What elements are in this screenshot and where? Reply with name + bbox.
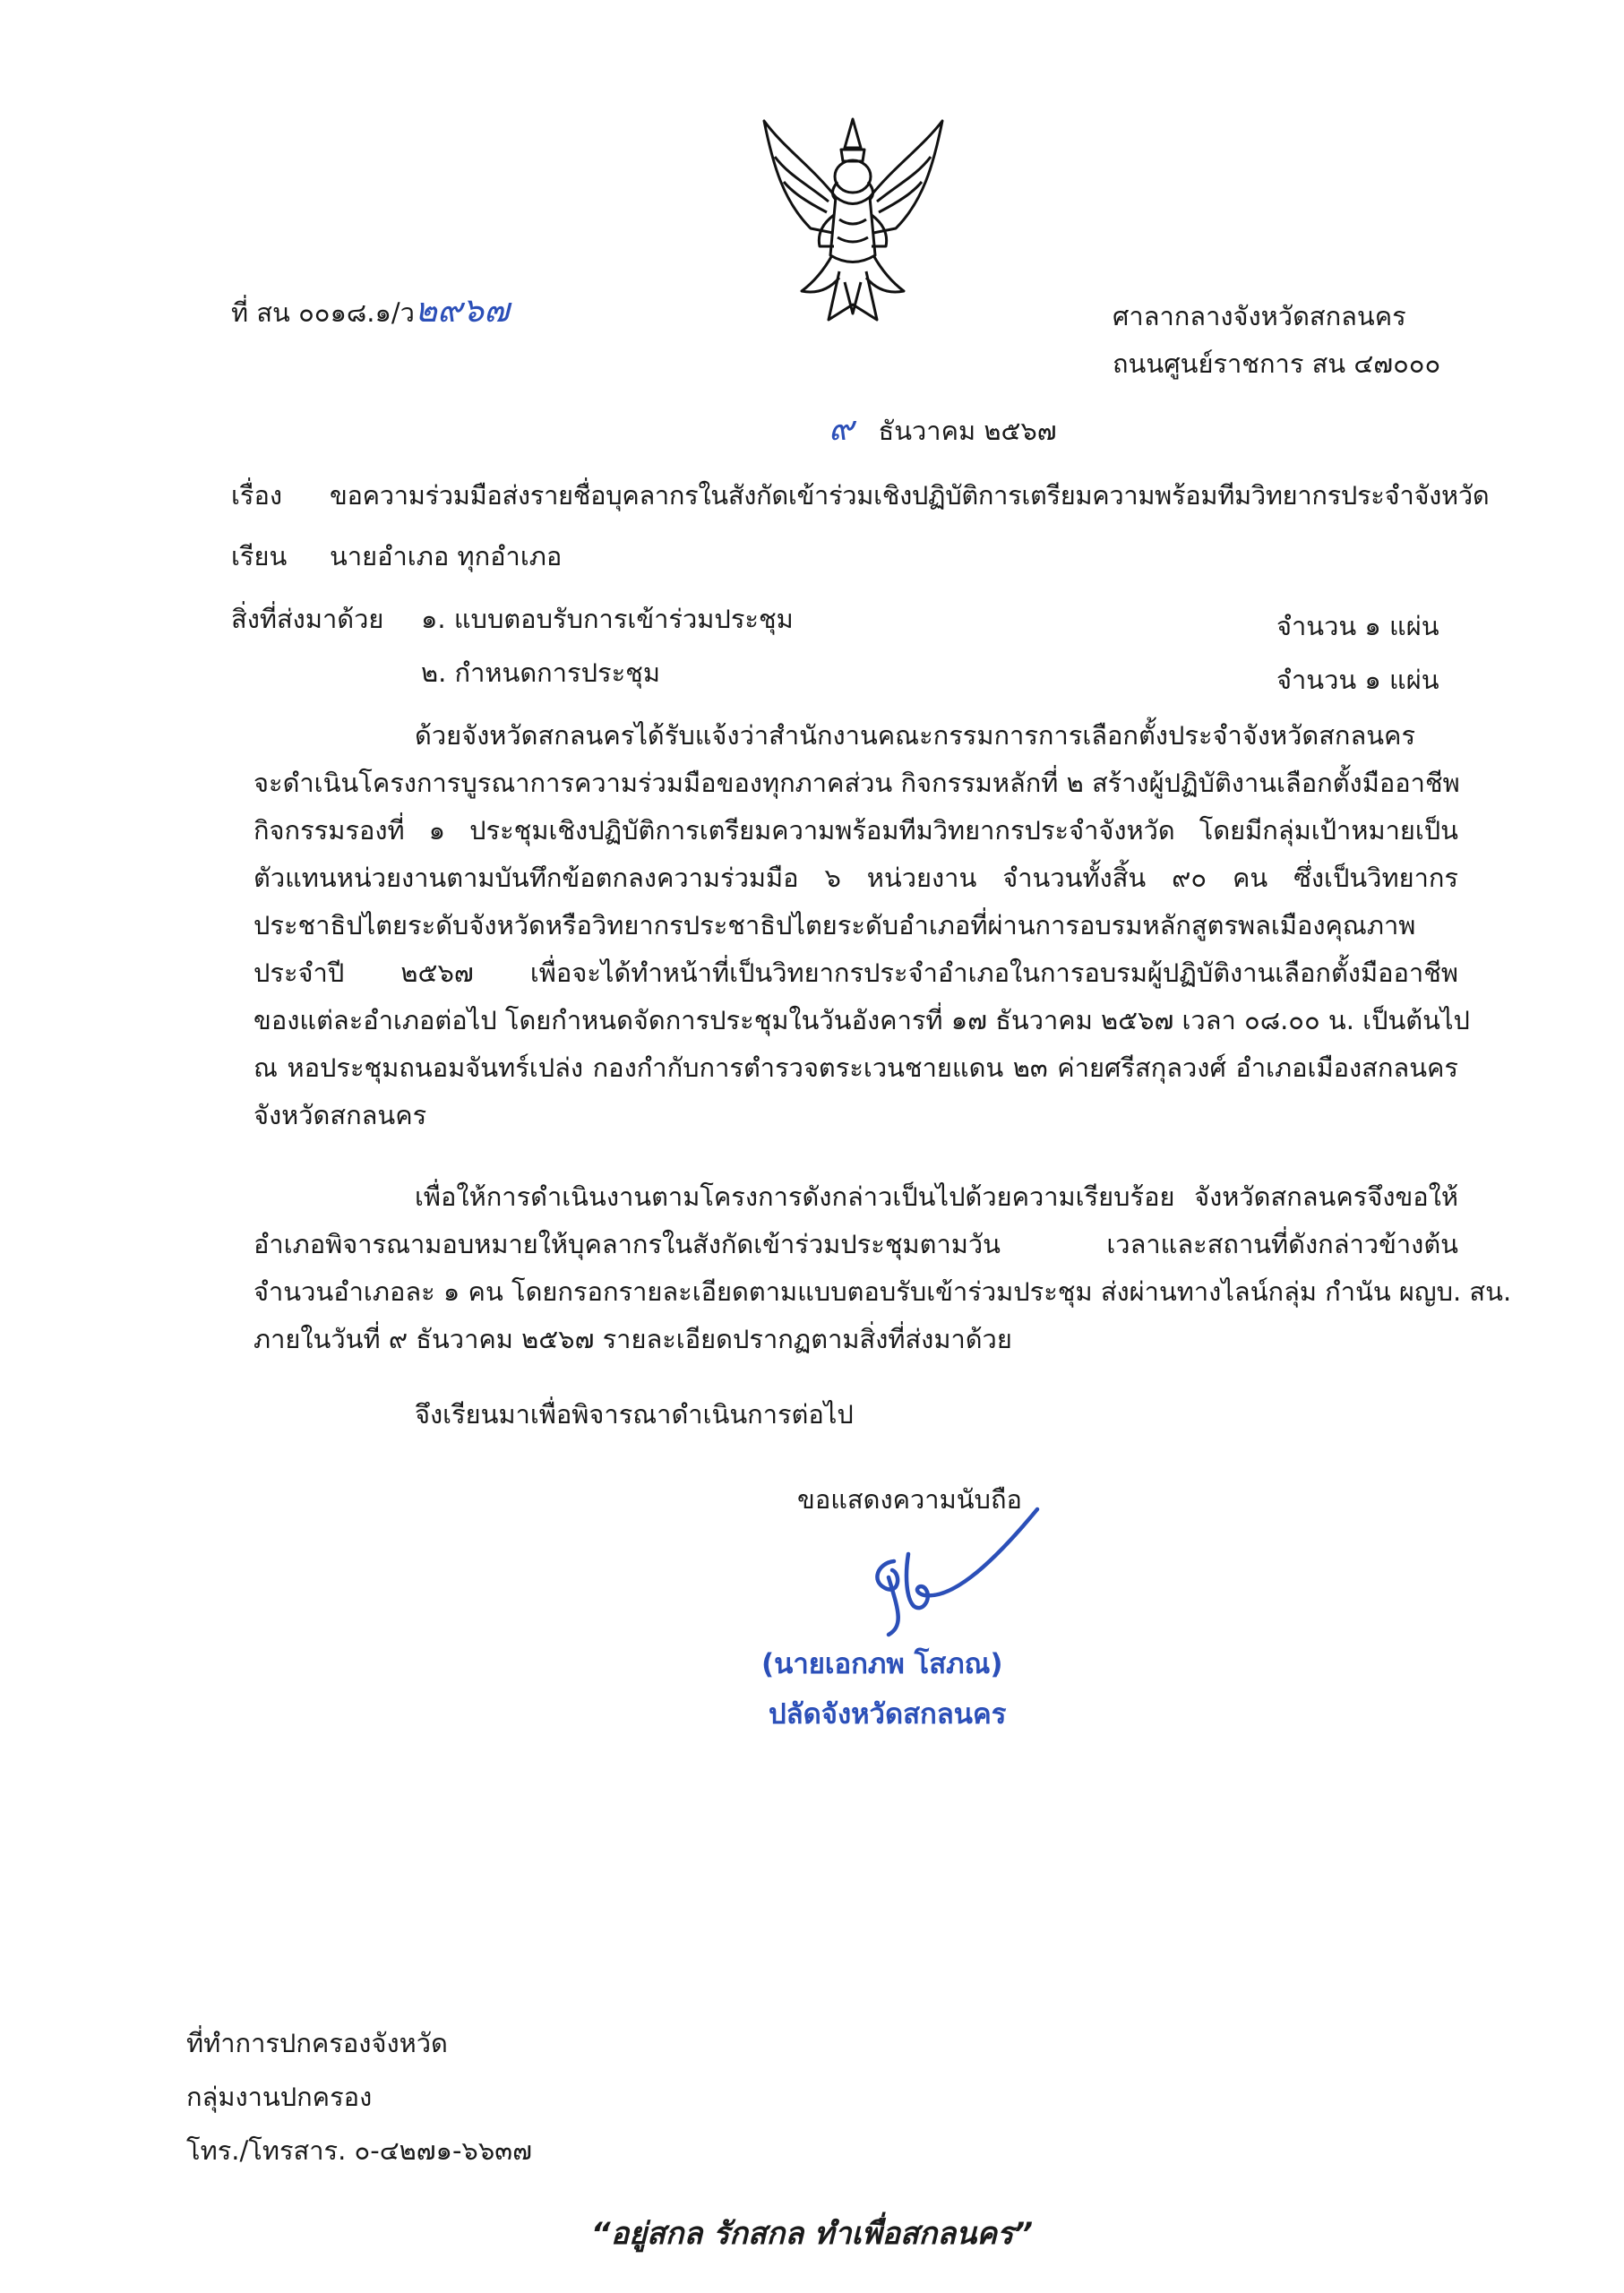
- subject-text: ขอความร่วมมือส่งรายชื่อบุคลากรในสังกัดเข้าร่วมเชิงปฏิบัติการเตรียมความพร้อมทีมวิทยากรประจำจังหวัด: [330, 480, 1490, 511]
- salutation: ขอแสดงความนับถือ: [797, 1484, 1022, 1515]
- body-paragraph-2: [253, 1173, 1512, 1363]
- motto: “อยู่สกล รักสกล ทำเพื่อสกลนคร”: [590, 2216, 1034, 2252]
- footer-phone: โทร./โทรสาร. ๐-๔๒๗๑-๖๖๓๗: [186, 2135, 532, 2166]
- enclosure-count-1: จำนวน ๑ แผ่น: [1276, 611, 1439, 641]
- para1-line: กิจกรรมรองที่ ๑ ประชุมเชิงปฏิบัติการเตรียมความพร้อมทีมวิทยากรประจำจังหวัด โดยมีกลุ่มเป้าหมายเป็น: [253, 815, 1458, 846]
- para1-line: จะดำเนินโครงการบูรณาการความร่วมมือของทุกภาคส่วน กิจกรรมหลักที่ ๒ สร้างผู้ปฏิบัติงานเลือกตั้งมืออาชีพ: [253, 768, 1460, 798]
- reference-prefix: ที่ สน ๐๐๑๘.๑/ว: [231, 297, 415, 328]
- enclosure-count-2: จำนวน ๑ แผ่น: [1276, 665, 1439, 695]
- letter-date: [829, 405, 1057, 455]
- para2-line: ภายในวันที่ ๙ ธันวาคม ๒๕๖๗ รายละเอียดปรากฏตามสิ่งที่ส่งมาด้วย: [253, 1324, 1012, 1354]
- handwritten-signature: [842, 1491, 1048, 1644]
- closing-request: จึงเรียนมาเพื่อพิจารณาดำเนินการต่อไป: [415, 1399, 854, 1430]
- para1-line: จังหวัดสกลนคร: [253, 1100, 427, 1130]
- garuda-emblem: [757, 112, 949, 327]
- para2-line: เพื่อให้การดำเนินงานตามโครงการดังกล่าวเป็นไปด้วยความเรียบร้อย จังหวัดสกลนครจึงขอให้: [415, 1181, 1458, 1212]
- para2-line: อำเภอพิจารณามอบหมายให้บุคลากรในสังกัดเข้าร่วมประชุมตามวัน เวลาและสถานที่ดังกล่าวข้างต้น: [253, 1229, 1458, 1259]
- body-paragraph-1: [253, 712, 1470, 1139]
- footer-department-line2: กลุ่มงานปกครอง: [186, 2082, 373, 2112]
- enclosures-label: สิ่งที่ส่งมาด้วย: [231, 604, 384, 634]
- office-address-line1: ศาลากลางจังหวัดสกลนคร: [1113, 301, 1406, 331]
- recipient-label: เรียน: [231, 541, 288, 571]
- para2-line: จำนวนอำเภอละ ๑ คน โดยกรอกรายละเอียดตามแบบตอบรับเข้าร่วมประชุม ส่งผ่านทางไลน์กลุ่ม กำนัน ผญบ. สน.: [253, 1276, 1512, 1307]
- recipient-text: นายอำเภอ ทุกอำเภอ: [330, 541, 563, 571]
- reference-number: [231, 287, 510, 337]
- signatory-position: ปลัดจังหวัดสกลนคร: [769, 1698, 1007, 1730]
- para1-line: ของแต่ละอำเภอต่อไป โดยกำหนดจัดการประชุมในวันอังคารที่ ๑๗ ธันวาคม ๒๕๖๗ เวลา ๐๘.๐๐ น. เป็นต้นไป: [253, 1005, 1470, 1035]
- para1-line: ประชาธิปไตยระดับจังหวัดหรือวิทยากรประชาธิปไตยระดับอำเภอที่ผ่านการอบรมหลักสูตรพลเมืองคุณภาพ: [253, 910, 1416, 940]
- date-day-handwritten: ๙: [829, 408, 854, 448]
- subject-label: เรื่อง: [231, 480, 283, 511]
- footer-department-line1: ที่ทำการปกครองจังหวัด: [186, 2028, 448, 2058]
- date-month-year: ธันวาคม ๒๕๖๗: [878, 416, 1057, 446]
- enclosure-item-1: ๑. แบบตอบรับการเข้าร่วมประชุม: [421, 604, 794, 634]
- para1-line: ตัวแทนหน่วยงานตามบันทึกข้อตกลงความร่วมมือ ๖ หน่วยงาน จำนวนทั้งสิ้น ๙๐ คน ซึ่งเป็นวิทยากร: [253, 863, 1458, 893]
- para1-line: ณ หอประชุมถนอมจันทร์เปล่ง กองกำกับการตำรวจตระเวนชายแดน ๒๓ ค่ายศรีสกุลวงศ์ อำเภอเมืองสกลนคร: [253, 1052, 1458, 1083]
- signatory-name: (นายเอกภพ โสภณ): [761, 1648, 1003, 1680]
- office-address-line2: ถนนศูนย์ราชการ สน ๔๗๐๐๐: [1113, 348, 1441, 379]
- para1-line: ด้วยจังหวัดสกลนครได้รับแจ้งว่าสำนักงานคณะกรรมการการเลือกตั้งประจำจังหวัดสกลนคร: [415, 720, 1416, 751]
- reference-handwritten: ๒๙๖๗: [414, 290, 510, 330]
- enclosure-item-2: ๒. กำหนดการประชุม: [421, 657, 660, 688]
- para1-line: ประจำปี ๒๕๖๗ เพื่อจะได้ทำหน้าที่เป็นวิทยากรประจำอำเภอในการอบรมผู้ปฏิบัติงานเลือกตั้งมืออาชีพ: [253, 958, 1458, 988]
